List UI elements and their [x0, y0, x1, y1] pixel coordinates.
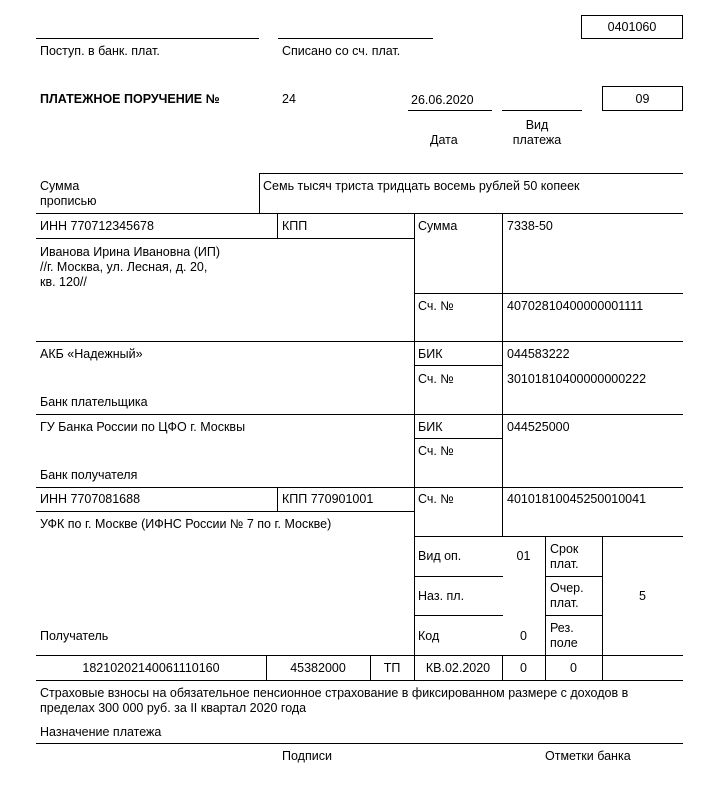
amount-words-divider [259, 173, 260, 213]
payer-address: //г. Москва, ул. Лесная, д. 20, [40, 260, 208, 274]
payer-bank-account-value: 30101810400000000222 [507, 372, 647, 386]
payer-kpp-label: КПП [282, 219, 308, 233]
bank-marks-label: Отметки банка [545, 749, 631, 763]
code-value: 0 [520, 629, 527, 643]
purpose-code-label: Наз. пл. [418, 589, 465, 603]
term-label: Срок [550, 542, 579, 556]
order-label: Очер. [550, 581, 584, 595]
grid-line-438 [414, 438, 503, 439]
payee-bank-bik-value: 044525000 [507, 420, 570, 434]
received-line [36, 38, 259, 39]
order-label-2: плат. [550, 596, 579, 610]
payer-account-value: 40702810400000001111 [507, 299, 644, 313]
document-title: ПЛАТЕЖНОЕ ПОРУЧЕНИЕ № [40, 92, 220, 106]
payer-bank-bik-value: 044583222 [507, 347, 570, 361]
payer-account-label: Сч. № [418, 299, 454, 313]
grid-vline-602 [602, 536, 603, 680]
grid-line-238 [36, 238, 414, 239]
grid-line-511 [36, 511, 414, 512]
grid-line-213 [36, 213, 683, 214]
op-type-value: 01 [516, 549, 531, 563]
grid-line-576-right [545, 576, 602, 577]
payee-bank-caption: Банк получателя [40, 468, 138, 482]
oktmo-value: 45382000 [290, 661, 346, 675]
grid-line-365 [414, 365, 503, 366]
document-date: 26.06.2020 [411, 93, 474, 107]
payer-bank-name: АКБ «Надежный» [40, 347, 143, 361]
grid-line-615-right [545, 615, 602, 616]
payee-bank-account-label: Сч. № [418, 444, 454, 458]
sum-label: Сумма [418, 219, 458, 233]
purpose-text: Страховые взносы на обязательное пенсионное страхование в фиксированном размере с доходов в [40, 686, 629, 700]
tax-period-value: КВ.02.2020 [425, 661, 491, 675]
purpose-caption: Назначение платежа [40, 725, 162, 739]
debited-line [278, 38, 433, 39]
payer-name: Иванова Ирина Ивановна (ИП) [40, 245, 221, 259]
document-number: 24 [282, 92, 296, 106]
signatures-label: Подписи [282, 749, 332, 763]
payer-bank-caption: Банк плательщика [40, 395, 148, 409]
payer-address-2: кв. 120// [40, 275, 87, 289]
debited-label: Списано со сч. плат. [282, 44, 401, 58]
payment-type-label: Вид [525, 118, 549, 132]
payer-inn: ИНН 770712345678 [40, 219, 154, 233]
payee-caption: Получатель [40, 629, 109, 643]
reserve-label: Рез. [550, 621, 574, 635]
amount-words-label: Сумма [40, 179, 80, 193]
payee-inn: ИНН 7707081688 [40, 492, 141, 506]
date-label: Дата [430, 133, 458, 147]
sum-value: 7338-50 [507, 219, 553, 233]
grid-line-576 [414, 576, 503, 577]
grid-vline-414 [414, 213, 415, 680]
amount-words-label-2: прописью [40, 194, 97, 208]
payment-type-line [502, 110, 582, 111]
date-line [408, 110, 492, 111]
payee-name: УФК по г. Москве (ИФНС России № 7 по г. Москве) [40, 517, 332, 531]
payee-bank-bik-label: БИК [418, 420, 443, 434]
order-value: 5 [639, 589, 646, 603]
status-code: 09 [635, 92, 650, 106]
op-type-label: Вид оп. [418, 549, 462, 563]
tax-basis-value: ТП [383, 661, 401, 675]
grid-line-487 [36, 487, 683, 488]
payment-type-label-2: платежа [512, 133, 562, 147]
grid-line-536 [414, 536, 683, 537]
payer-bank-bik-label: БИК [418, 347, 443, 361]
received-label: Поступ. в банк. плат. [40, 44, 160, 58]
payee-kpp: КПП 770901001 [282, 492, 374, 506]
doc-number-value: 0 [520, 661, 527, 675]
payee-account-label: Сч. № [418, 492, 454, 506]
grid-vline-502a [502, 213, 503, 536]
term-label-2: плат. [550, 557, 579, 571]
grid-line-743 [36, 743, 683, 744]
grid-line-680 [36, 680, 683, 681]
kbk-value: 18210202140061110160 [82, 661, 220, 675]
payee-bank-name: ГУ Банка России по ЦФО г. Москвы [40, 420, 246, 434]
payee-account-value: 40101810045250010041 [507, 492, 647, 506]
doc-date-value: 0 [570, 661, 577, 675]
grid-line-615 [414, 615, 503, 616]
grid-line-655 [36, 655, 683, 656]
reserve-label-2: поле [550, 636, 578, 650]
purpose-text-2: пределах 300 000 руб. за II квартал 2020 года [40, 701, 307, 715]
amount-words-top-line [259, 173, 683, 174]
grid-line-293 [414, 293, 683, 294]
grid-line-341 [36, 341, 683, 342]
grid-vline-kpp-payer [277, 213, 278, 238]
code-label: Код [418, 629, 440, 643]
grid-line-414 [36, 414, 683, 415]
grid-vline-545 [545, 536, 546, 680]
payer-bank-account-label: Сч. № [418, 372, 454, 386]
form-code: 0401060 [607, 20, 657, 34]
amount-words-value: Семь тысяч триста тридцать восемь рублей 50 копеек [263, 179, 580, 193]
grid-vline-kpp-payee [277, 487, 278, 511]
